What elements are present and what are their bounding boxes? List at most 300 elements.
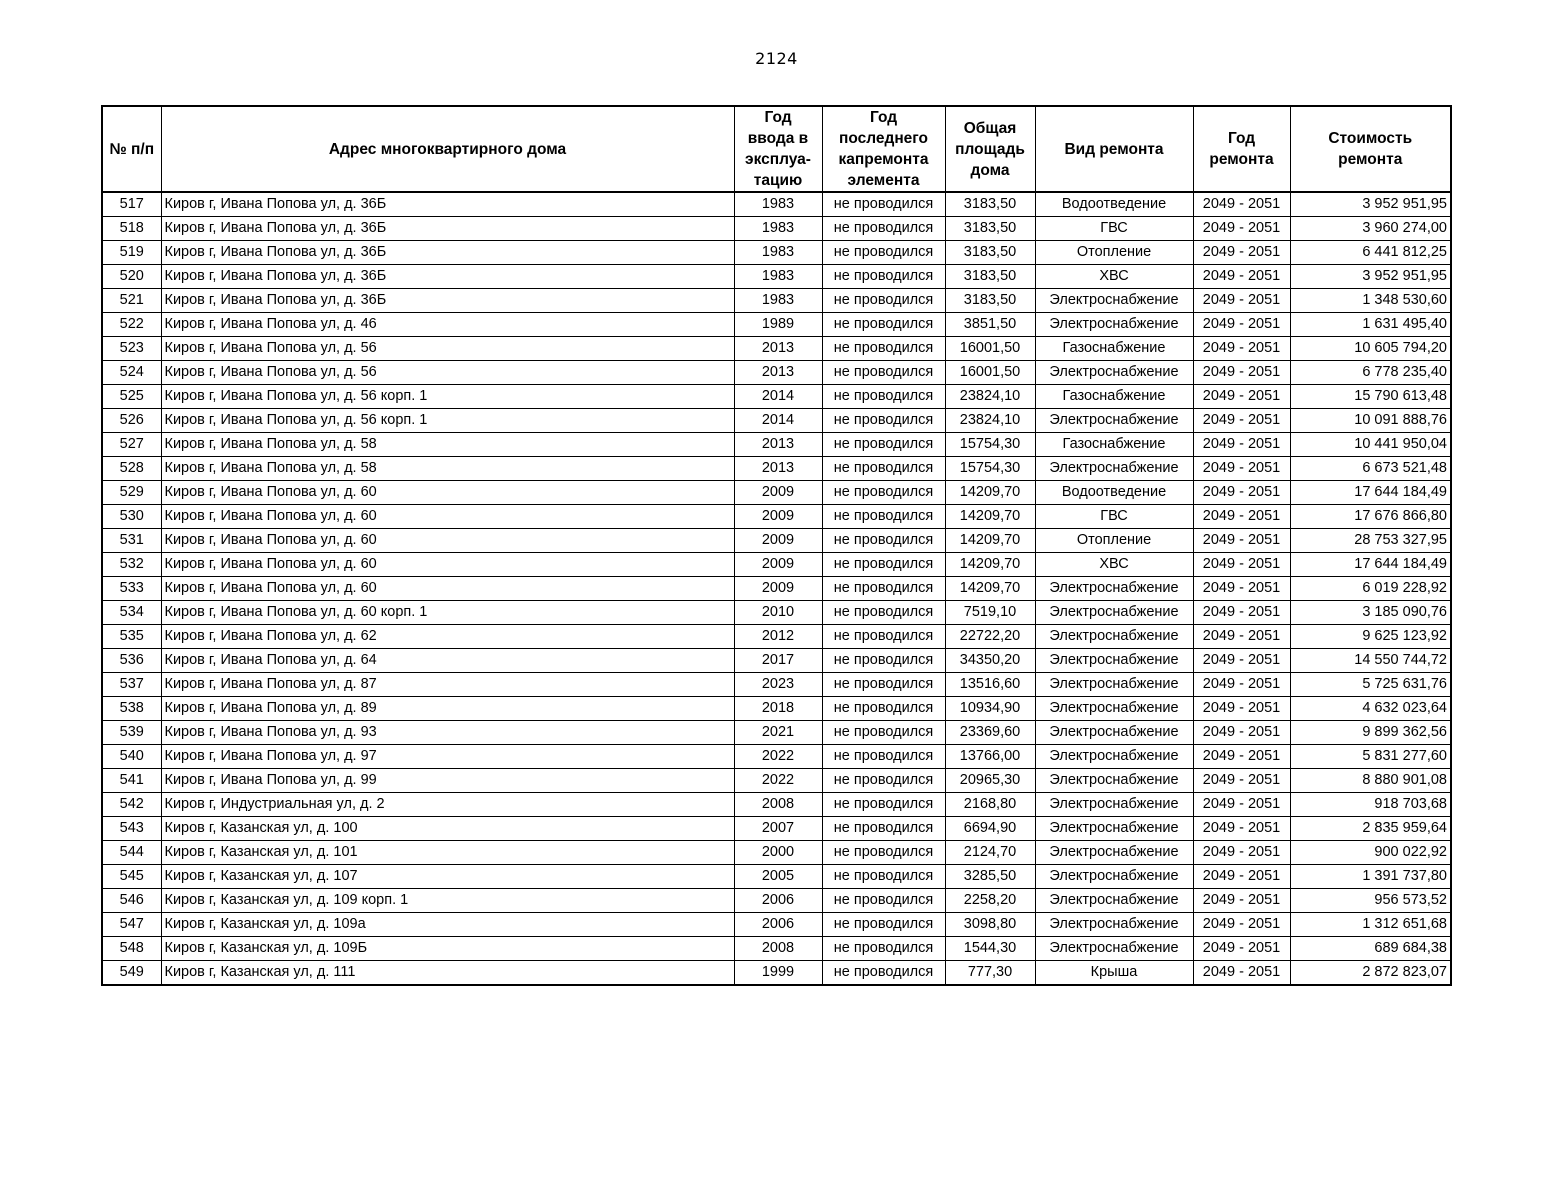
cell-num: 520 bbox=[102, 265, 161, 289]
cell-repair-year: 2049 - 2051 bbox=[1193, 289, 1290, 313]
cell-year-built: 1983 bbox=[734, 265, 822, 289]
cell-area: 3183,50 bbox=[945, 265, 1035, 289]
cell-year-built: 2005 bbox=[734, 865, 822, 889]
cell-year-built: 2014 bbox=[734, 385, 822, 409]
cell-repair-type: Электроснабжение bbox=[1035, 361, 1193, 385]
cell-num: 548 bbox=[102, 937, 161, 961]
cell-num: 524 bbox=[102, 361, 161, 385]
cell-repair-type: Электроснабжение bbox=[1035, 457, 1193, 481]
table-row bbox=[102, 673, 1451, 697]
cell-cost: 9 625 123,92 bbox=[1290, 625, 1451, 649]
cell-address: Киров г, Ивана Попова ул, д. 36Б bbox=[161, 192, 734, 217]
cell-address: Киров г, Казанская ул, д. 109Б bbox=[161, 937, 734, 961]
cell-year-built: 2022 bbox=[734, 745, 822, 769]
cell-repair-type: Электроснабжение bbox=[1035, 601, 1193, 625]
cell-repair-type: ХВС bbox=[1035, 553, 1193, 577]
cell-area: 20965,30 bbox=[945, 769, 1035, 793]
table-row bbox=[102, 937, 1451, 961]
cell-repair-year: 2049 - 2051 bbox=[1193, 697, 1290, 721]
cell-year-built: 2022 bbox=[734, 769, 822, 793]
cell-repair-year: 2049 - 2051 bbox=[1193, 409, 1290, 433]
cell-last-repair: не проводился bbox=[822, 385, 945, 409]
cell-address: Киров г, Ивана Попова ул, д. 97 bbox=[161, 745, 734, 769]
cell-cost: 15 790 613,48 bbox=[1290, 385, 1451, 409]
cell-cost: 17 644 184,49 bbox=[1290, 553, 1451, 577]
cell-repair-year: 2049 - 2051 bbox=[1193, 649, 1290, 673]
cell-repair-year: 2049 - 2051 bbox=[1193, 721, 1290, 745]
cell-repair-type: Электроснабжение bbox=[1035, 937, 1193, 961]
cell-area: 6694,90 bbox=[945, 817, 1035, 841]
cell-num: 539 bbox=[102, 721, 161, 745]
table-row bbox=[102, 769, 1451, 793]
cell-year-built: 2009 bbox=[734, 577, 822, 601]
cell-num: 527 bbox=[102, 433, 161, 457]
cell-year-built: 2006 bbox=[734, 889, 822, 913]
table-row bbox=[102, 505, 1451, 529]
cell-repair-year: 2049 - 2051 bbox=[1193, 817, 1290, 841]
cell-area: 3183,50 bbox=[945, 217, 1035, 241]
table-row bbox=[102, 841, 1451, 865]
header-repair-year bbox=[1193, 106, 1290, 192]
cell-address: Киров г, Ивана Попова ул, д. 60 bbox=[161, 577, 734, 601]
cell-repair-year: 2049 - 2051 bbox=[1193, 385, 1290, 409]
cell-cost: 3 185 090,76 bbox=[1290, 601, 1451, 625]
cell-last-repair: не проводился bbox=[822, 769, 945, 793]
cell-last-repair: не проводился bbox=[822, 817, 945, 841]
cell-year-built: 2021 bbox=[734, 721, 822, 745]
cell-year-built: 2013 bbox=[734, 433, 822, 457]
cell-area: 3851,50 bbox=[945, 313, 1035, 337]
cell-area: 14209,70 bbox=[945, 529, 1035, 553]
table-row bbox=[102, 457, 1451, 481]
cell-cost: 6 778 235,40 bbox=[1290, 361, 1451, 385]
cell-year-built: 2013 bbox=[734, 361, 822, 385]
cell-repair-year: 2049 - 2051 bbox=[1193, 192, 1290, 217]
cell-repair-year: 2049 - 2051 bbox=[1193, 913, 1290, 937]
cell-cost: 28 753 327,95 bbox=[1290, 529, 1451, 553]
cell-year-built: 1983 bbox=[734, 192, 822, 217]
cell-repair-year: 2049 - 2051 bbox=[1193, 745, 1290, 769]
cell-area: 22722,20 bbox=[945, 625, 1035, 649]
cell-repair-type: Газоснабжение bbox=[1035, 433, 1193, 457]
cell-repair-type: Электроснабжение bbox=[1035, 649, 1193, 673]
cell-repair-type: Отопление bbox=[1035, 529, 1193, 553]
cell-year-built: 2014 bbox=[734, 409, 822, 433]
cell-repair-year: 2049 - 2051 bbox=[1193, 769, 1290, 793]
cell-address: Киров г, Казанская ул, д. 109а bbox=[161, 913, 734, 937]
table-row bbox=[102, 721, 1451, 745]
cell-area: 23824,10 bbox=[945, 385, 1035, 409]
cell-year-built: 1999 bbox=[734, 961, 822, 986]
cell-repair-year: 2049 - 2051 bbox=[1193, 625, 1290, 649]
cell-area: 777,30 bbox=[945, 961, 1035, 986]
cell-num: 542 bbox=[102, 793, 161, 817]
cell-num: 546 bbox=[102, 889, 161, 913]
cell-address: Киров г, Ивана Попова ул, д. 60 bbox=[161, 481, 734, 505]
cell-last-repair: не проводился bbox=[822, 889, 945, 913]
cell-address: Киров г, Ивана Попова ул, д. 36Б bbox=[161, 265, 734, 289]
cell-last-repair: не проводился bbox=[822, 192, 945, 217]
cell-cost: 918 703,68 bbox=[1290, 793, 1451, 817]
cell-address: Киров г, Ивана Попова ул, д. 36Б bbox=[161, 241, 734, 265]
table-row bbox=[102, 577, 1451, 601]
cell-repair-type: Электроснабжение bbox=[1035, 745, 1193, 769]
header-num-label: № п/п bbox=[109, 140, 155, 158]
cell-address: Киров г, Ивана Попова ул, д. 87 bbox=[161, 673, 734, 697]
cell-cost: 2 872 823,07 bbox=[1290, 961, 1451, 986]
cell-area: 2258,20 bbox=[945, 889, 1035, 913]
cell-area: 34350,20 bbox=[945, 649, 1035, 673]
cell-num: 518 bbox=[102, 217, 161, 241]
cell-last-repair: не проводился bbox=[822, 289, 945, 313]
table-row bbox=[102, 529, 1451, 553]
repair-schedule-table bbox=[101, 105, 1452, 986]
cell-area: 23369,60 bbox=[945, 721, 1035, 745]
header-last-repair bbox=[822, 106, 945, 192]
cell-cost: 1 312 651,68 bbox=[1290, 913, 1451, 937]
cell-last-repair: не проводился bbox=[822, 505, 945, 529]
table-row bbox=[102, 913, 1451, 937]
table-row bbox=[102, 361, 1451, 385]
header-line: ремонта bbox=[1209, 151, 1274, 168]
cell-last-repair: не проводился bbox=[822, 577, 945, 601]
header-line: последнего bbox=[838, 130, 929, 147]
table-row bbox=[102, 409, 1451, 433]
cell-cost: 17 644 184,49 bbox=[1290, 481, 1451, 505]
cell-last-repair: не проводился bbox=[822, 409, 945, 433]
cell-repair-type: Газоснабжение bbox=[1035, 385, 1193, 409]
cell-num: 529 bbox=[102, 481, 161, 505]
table-row bbox=[102, 289, 1451, 313]
cell-repair-year: 2049 - 2051 bbox=[1193, 337, 1290, 361]
cell-num: 521 bbox=[102, 289, 161, 313]
cell-repair-type: Электроснабжение bbox=[1035, 841, 1193, 865]
cell-year-built: 2009 bbox=[734, 553, 822, 577]
table-row bbox=[102, 553, 1451, 577]
cell-repair-year: 2049 - 2051 bbox=[1193, 265, 1290, 289]
cell-last-repair: не проводился bbox=[822, 793, 945, 817]
cell-repair-type: ХВС bbox=[1035, 265, 1193, 289]
cell-area: 14209,70 bbox=[945, 553, 1035, 577]
table-row bbox=[102, 337, 1451, 361]
cell-repair-year: 2049 - 2051 bbox=[1193, 841, 1290, 865]
cell-last-repair: не проводился bbox=[822, 433, 945, 457]
cell-address: Киров г, Ивана Попова ул, д. 89 bbox=[161, 697, 734, 721]
cell-repair-type: Электроснабжение bbox=[1035, 697, 1193, 721]
cell-repair-type: Водоотведение bbox=[1035, 192, 1193, 217]
cell-address: Киров г, Ивана Попова ул, д. 46 bbox=[161, 313, 734, 337]
cell-repair-year: 2049 - 2051 bbox=[1193, 433, 1290, 457]
cell-cost: 1 348 530,60 bbox=[1290, 289, 1451, 313]
cell-repair-year: 2049 - 2051 bbox=[1193, 313, 1290, 337]
cell-repair-year: 2049 - 2051 bbox=[1193, 961, 1290, 986]
cell-repair-type: Электроснабжение bbox=[1035, 673, 1193, 697]
cell-repair-type: Крыша bbox=[1035, 961, 1193, 986]
cell-num: 540 bbox=[102, 745, 161, 769]
cell-last-repair: не проводился bbox=[822, 337, 945, 361]
cell-cost: 3 952 951,95 bbox=[1290, 192, 1451, 217]
cell-address: Киров г, Ивана Попова ул, д. 99 bbox=[161, 769, 734, 793]
cell-num: 549 bbox=[102, 961, 161, 986]
cell-last-repair: не проводился bbox=[822, 697, 945, 721]
table-row bbox=[102, 313, 1451, 337]
header-cost bbox=[1290, 106, 1451, 192]
cell-year-built: 2006 bbox=[734, 913, 822, 937]
header-repair-type bbox=[1035, 106, 1193, 192]
cell-num: 535 bbox=[102, 625, 161, 649]
cell-area: 14209,70 bbox=[945, 577, 1035, 601]
cell-num: 534 bbox=[102, 601, 161, 625]
table-row bbox=[102, 817, 1451, 841]
cell-year-built: 2008 bbox=[734, 793, 822, 817]
cell-repair-type: Электроснабжение bbox=[1035, 409, 1193, 433]
table-header-row bbox=[102, 106, 1451, 192]
table-row bbox=[102, 192, 1451, 217]
cell-address: Киров г, Казанская ул, д. 111 bbox=[161, 961, 734, 986]
table-row bbox=[102, 793, 1451, 817]
cell-cost: 3 960 274,00 bbox=[1290, 217, 1451, 241]
cell-year-built: 2009 bbox=[734, 481, 822, 505]
cell-year-built: 2013 bbox=[734, 337, 822, 361]
table-row bbox=[102, 961, 1451, 986]
header-area bbox=[945, 106, 1035, 192]
cell-address: Киров г, Ивана Попова ул, д. 56 корп. 1 bbox=[161, 385, 734, 409]
header-line: элемента bbox=[847, 172, 920, 189]
header-address bbox=[161, 106, 734, 192]
cell-address: Киров г, Ивана Попова ул, д. 56 bbox=[161, 337, 734, 361]
header-line: тацию bbox=[753, 172, 803, 189]
page-number: 2124 bbox=[755, 49, 798, 68]
cell-area: 10934,90 bbox=[945, 697, 1035, 721]
cell-repair-year: 2049 - 2051 bbox=[1193, 457, 1290, 481]
cell-address: Киров г, Ивана Попова ул, д. 93 bbox=[161, 721, 734, 745]
cell-year-built: 1983 bbox=[734, 217, 822, 241]
cell-last-repair: не проводился bbox=[822, 961, 945, 986]
cell-cost: 5 831 277,60 bbox=[1290, 745, 1451, 769]
cell-last-repair: не проводился bbox=[822, 481, 945, 505]
cell-year-built: 1989 bbox=[734, 313, 822, 337]
cell-address: Киров г, Казанская ул, д. 100 bbox=[161, 817, 734, 841]
table-row bbox=[102, 601, 1451, 625]
cell-repair-year: 2049 - 2051 bbox=[1193, 601, 1290, 625]
header-address-label: Адрес многоквартирного дома bbox=[328, 140, 567, 158]
cell-num: 536 bbox=[102, 649, 161, 673]
table-row bbox=[102, 865, 1451, 889]
cell-address: Киров г, Индустриальная ул, д. 2 bbox=[161, 793, 734, 817]
cell-cost: 5 725 631,76 bbox=[1290, 673, 1451, 697]
cell-num: 537 bbox=[102, 673, 161, 697]
cell-area: 3098,80 bbox=[945, 913, 1035, 937]
table-row bbox=[102, 889, 1451, 913]
cell-year-built: 2010 bbox=[734, 601, 822, 625]
cell-year-built: 2008 bbox=[734, 937, 822, 961]
cell-num: 531 bbox=[102, 529, 161, 553]
cell-repair-year: 2049 - 2051 bbox=[1193, 361, 1290, 385]
cell-last-repair: не проводился bbox=[822, 361, 945, 385]
cell-last-repair: не проводился bbox=[822, 553, 945, 577]
cell-address: Киров г, Ивана Попова ул, д. 60 bbox=[161, 553, 734, 577]
cell-year-built: 2009 bbox=[734, 505, 822, 529]
cell-repair-type: Электроснабжение bbox=[1035, 289, 1193, 313]
cell-num: 530 bbox=[102, 505, 161, 529]
cell-last-repair: не проводился bbox=[822, 673, 945, 697]
cell-cost: 6 019 228,92 bbox=[1290, 577, 1451, 601]
cell-num: 526 bbox=[102, 409, 161, 433]
cell-year-built: 2007 bbox=[734, 817, 822, 841]
header-line: Стоимость bbox=[1328, 130, 1413, 147]
cell-repair-type: Электроснабжение bbox=[1035, 817, 1193, 841]
cell-cost: 956 573,52 bbox=[1290, 889, 1451, 913]
cell-repair-year: 2049 - 2051 bbox=[1193, 937, 1290, 961]
cell-area: 14209,70 bbox=[945, 481, 1035, 505]
cell-year-built: 2009 bbox=[734, 529, 822, 553]
cell-num: 545 bbox=[102, 865, 161, 889]
cell-cost: 4 632 023,64 bbox=[1290, 697, 1451, 721]
cell-area: 16001,50 bbox=[945, 337, 1035, 361]
header-line: капремонта bbox=[838, 151, 929, 168]
cell-last-repair: не проводился bbox=[822, 721, 945, 745]
table-row bbox=[102, 217, 1451, 241]
cell-address: Киров г, Ивана Попова ул, д. 64 bbox=[161, 649, 734, 673]
cell-area: 2168,80 bbox=[945, 793, 1035, 817]
cell-year-built: 2012 bbox=[734, 625, 822, 649]
cell-cost: 10 441 950,04 bbox=[1290, 433, 1451, 457]
cell-repair-type: Электроснабжение bbox=[1035, 889, 1193, 913]
cell-repair-type: Электроснабжение bbox=[1035, 793, 1193, 817]
cell-last-repair: не проводился bbox=[822, 313, 945, 337]
table-row bbox=[102, 385, 1451, 409]
cell-cost: 6 441 812,25 bbox=[1290, 241, 1451, 265]
cell-repair-type: Электроснабжение bbox=[1035, 913, 1193, 937]
cell-cost: 6 673 521,48 bbox=[1290, 457, 1451, 481]
cell-address: Киров г, Ивана Попова ул, д. 56 корп. 1 bbox=[161, 409, 734, 433]
cell-address: Киров г, Ивана Попова ул, д. 36Б bbox=[161, 217, 734, 241]
cell-last-repair: не проводился bbox=[822, 241, 945, 265]
cell-num: 522 bbox=[102, 313, 161, 337]
cell-repair-type: Газоснабжение bbox=[1035, 337, 1193, 361]
cell-last-repair: не проводился bbox=[822, 745, 945, 769]
cell-cost: 900 022,92 bbox=[1290, 841, 1451, 865]
cell-last-repair: не проводился bbox=[822, 841, 945, 865]
header-line: дома bbox=[970, 161, 1010, 179]
cell-address: Киров г, Ивана Попова ул, д. 62 bbox=[161, 625, 734, 649]
cell-cost: 8 880 901,08 bbox=[1290, 769, 1451, 793]
table-row bbox=[102, 433, 1451, 457]
cell-area: 15754,30 bbox=[945, 433, 1035, 457]
cell-address: Киров г, Ивана Попова ул, д. 60 bbox=[161, 529, 734, 553]
cell-year-built: 2018 bbox=[734, 697, 822, 721]
cell-address: Киров г, Ивана Попова ул, д. 60 bbox=[161, 505, 734, 529]
cell-address: Киров г, Ивана Попова ул, д. 60 корп. 1 bbox=[161, 601, 734, 625]
cell-area: 3285,50 bbox=[945, 865, 1035, 889]
cell-cost: 2 835 959,64 bbox=[1290, 817, 1451, 841]
cell-last-repair: не проводился bbox=[822, 601, 945, 625]
cell-cost: 14 550 744,72 bbox=[1290, 649, 1451, 673]
cell-repair-year: 2049 - 2051 bbox=[1193, 793, 1290, 817]
cell-num: 544 bbox=[102, 841, 161, 865]
cell-area: 14209,70 bbox=[945, 505, 1035, 529]
cell-last-repair: не проводился bbox=[822, 649, 945, 673]
cell-num: 519 bbox=[102, 241, 161, 265]
cell-repair-year: 2049 - 2051 bbox=[1193, 529, 1290, 553]
cell-year-built: 2017 bbox=[734, 649, 822, 673]
cell-cost: 1 631 495,40 bbox=[1290, 313, 1451, 337]
cell-cost: 1 391 737,80 bbox=[1290, 865, 1451, 889]
cell-repair-year: 2049 - 2051 bbox=[1193, 241, 1290, 265]
cell-last-repair: не проводился bbox=[822, 865, 945, 889]
cell-cost: 10 091 888,76 bbox=[1290, 409, 1451, 433]
cell-num: 528 bbox=[102, 457, 161, 481]
cell-repair-year: 2049 - 2051 bbox=[1193, 889, 1290, 913]
header-num bbox=[102, 106, 161, 192]
header-year-built bbox=[734, 106, 822, 192]
cell-last-repair: не проводился bbox=[822, 217, 945, 241]
cell-area: 7519,10 bbox=[945, 601, 1035, 625]
cell-repair-year: 2049 - 2051 bbox=[1193, 481, 1290, 505]
cell-repair-type: Электроснабжение bbox=[1035, 313, 1193, 337]
cell-area: 3183,50 bbox=[945, 192, 1035, 217]
cell-address: Киров г, Казанская ул, д. 101 bbox=[161, 841, 734, 865]
cell-last-repair: не проводился bbox=[822, 937, 945, 961]
cell-num: 517 bbox=[102, 192, 161, 217]
cell-repair-type: Электроснабжение bbox=[1035, 721, 1193, 745]
cell-area: 16001,50 bbox=[945, 361, 1035, 385]
table-row bbox=[102, 625, 1451, 649]
header-repair-type-label: Вид ремонта bbox=[1064, 140, 1164, 158]
cell-num: 541 bbox=[102, 769, 161, 793]
cell-cost: 3 952 951,95 bbox=[1290, 265, 1451, 289]
cell-address: Киров г, Казанская ул, д. 107 bbox=[161, 865, 734, 889]
cell-repair-year: 2049 - 2051 bbox=[1193, 553, 1290, 577]
header-line: эксплуа- bbox=[745, 151, 811, 168]
cell-repair-type: Электроснабжение bbox=[1035, 769, 1193, 793]
header-line: ввода в bbox=[747, 130, 809, 147]
cell-repair-type: Электроснабжение bbox=[1035, 865, 1193, 889]
cell-address: Киров г, Ивана Попова ул, д. 56 bbox=[161, 361, 734, 385]
cell-address: Киров г, Ивана Попова ул, д. 58 bbox=[161, 433, 734, 457]
cell-area: 3183,50 bbox=[945, 289, 1035, 313]
cell-num: 547 bbox=[102, 913, 161, 937]
table-row bbox=[102, 241, 1451, 265]
cell-area: 15754,30 bbox=[945, 457, 1035, 481]
cell-cost: 10 605 794,20 bbox=[1290, 337, 1451, 361]
table-row bbox=[102, 745, 1451, 769]
cell-year-built: 2000 bbox=[734, 841, 822, 865]
header-line: Год bbox=[764, 109, 792, 126]
table-row bbox=[102, 265, 1451, 289]
cell-repair-type: Электроснабжение bbox=[1035, 625, 1193, 649]
cell-year-built: 1983 bbox=[734, 289, 822, 313]
cell-year-built: 2013 bbox=[734, 457, 822, 481]
table-row bbox=[102, 481, 1451, 505]
cell-address: Киров г, Ивана Попова ул, д. 36Б bbox=[161, 289, 734, 313]
cell-area: 13516,60 bbox=[945, 673, 1035, 697]
header-line: Год bbox=[869, 109, 898, 126]
cell-num: 538 bbox=[102, 697, 161, 721]
cell-cost: 689 684,38 bbox=[1290, 937, 1451, 961]
cell-area: 23824,10 bbox=[945, 409, 1035, 433]
cell-repair-type: Отопление bbox=[1035, 241, 1193, 265]
cell-last-repair: не проводился bbox=[822, 457, 945, 481]
cell-year-built: 2023 bbox=[734, 673, 822, 697]
cell-repair-year: 2049 - 2051 bbox=[1193, 673, 1290, 697]
cell-last-repair: не проводился bbox=[822, 265, 945, 289]
cell-num: 533 bbox=[102, 577, 161, 601]
cell-area: 2124,70 bbox=[945, 841, 1035, 865]
cell-address: Киров г, Ивана Попова ул, д. 58 bbox=[161, 457, 734, 481]
cell-repair-year: 2049 - 2051 bbox=[1193, 217, 1290, 241]
cell-last-repair: не проводился bbox=[822, 913, 945, 937]
